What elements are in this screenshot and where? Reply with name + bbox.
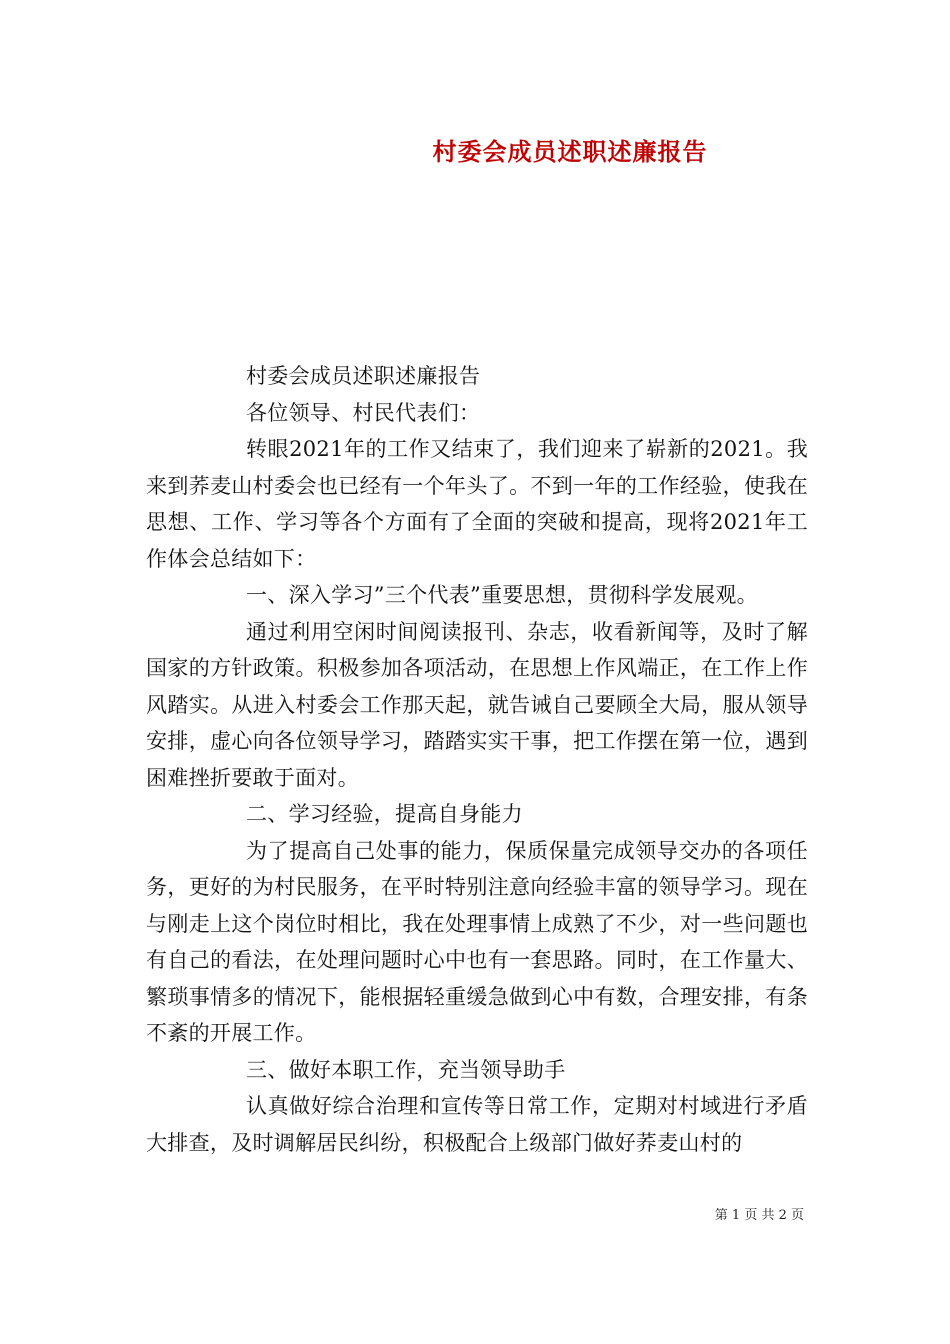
section-heading-1: 一、深入学习”三个代表”重要思想，贯彻科学发展观。: [246, 583, 758, 607]
paragraph-heading: 村委会成员述职述廉报告: [246, 364, 481, 388]
document-title: 村委会成员述职述廉报告: [432, 137, 708, 166]
section-heading-2: 二、学习经验，提高自身能力: [246, 802, 523, 826]
paragraph-salutation: 各位领导、村民代表们：: [246, 400, 481, 425]
document-body: [146, 358, 808, 1161]
paragraph-section-3: 认真做好综合治理和宣传等日常工作，定期对村域进行矛盾大排查，及时调解居民纠纷，积极配合上级部门做好荞麦山村的: [146, 1094, 808, 1155]
paragraph-intro: 转眼2021年的工作又结束了，我们迎来了崭新的2021。我来到荞麦山村委会也已经有一个年头了。不到一年的工作经验，使我在思想、工作、学习等各个方面有了全面的突破和提高，现将2021年工作体会总结如下：: [146, 437, 808, 571]
paragraph-section-2: 为了提高自己处事的能力，保质保量完成领导交办的各项任务，更好的为村民服务，在平时特别注意向经验丰富的领导学习。现在与刚走上这个岗位时相比，我在处理事情上成熟了不少，对一些问题也有自己的看法，在处理问题时心中也有一套思路。同时，在工作量大、繁琐事情多的情况下，能根据轻重缓急做到心中有数，合理安排，有条不紊的开展工作。: [146, 838, 808, 1045]
section-heading-3: 三、做好本职工作，充当领导助手: [246, 1057, 566, 1082]
page-number: 第 1 页 共 2 页: [714, 1208, 804, 1223]
paragraph-section-1: 通过利用空闲时间阅读报刊、杂志，收看新闻等，及时了解国家的方针政策。积极参加各项活动，在思想上作风端正，在工作上作风踏实。从进入村委会工作那天起，就告诫自己要顾全大局，服从领导安排，虚心向各位领导学习，踏踏实实干事，把工作摆在第一位，遇到困难挫折要敢于面对。: [146, 619, 808, 790]
